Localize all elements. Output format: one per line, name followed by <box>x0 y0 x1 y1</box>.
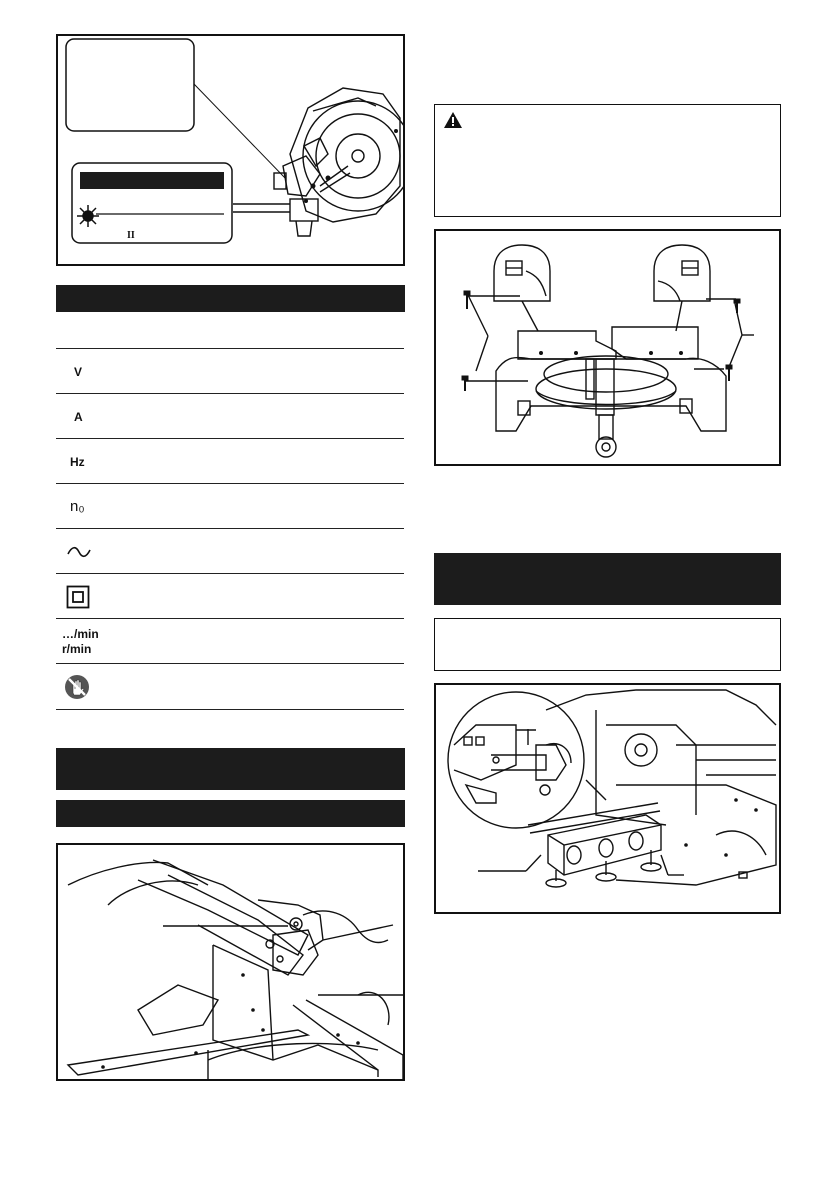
symbol-row-hertz <box>56 438 404 484</box>
laser-class-mark: II <box>127 230 135 241</box>
hertz-symbol: Hz <box>70 454 85 469</box>
class-ii-construction-icon <box>66 574 90 619</box>
subsection-heading-bar <box>56 800 405 827</box>
volt-symbol: V <box>74 364 83 379</box>
fence-bolts-illustration <box>436 231 779 464</box>
symbol-row-rpm <box>56 618 404 664</box>
symbols-heading-bar <box>56 285 405 312</box>
ampere-symbol: A <box>74 409 83 424</box>
no-load-speed-symbol: n₀ <box>70 498 85 515</box>
symbol-row-ampere <box>56 393 404 439</box>
symbol-row-class-ii <box>56 573 404 619</box>
laser-label-figure <box>56 34 405 266</box>
alternating-current-icon <box>66 529 92 574</box>
holder-illustration <box>436 685 779 912</box>
warning-box <box>434 104 781 217</box>
symbol-row-alternating-current <box>56 528 404 574</box>
right-note-box <box>434 618 781 671</box>
fence-bolts-figure <box>434 229 781 466</box>
symbol-row-keep-hands-away <box>56 663 404 710</box>
saw-head-illustration <box>58 845 403 1079</box>
symbol-row-no-load-speed <box>56 483 404 529</box>
warning-triangle-icon <box>443 111 463 129</box>
symbol-row-volt <box>56 348 404 394</box>
revolutions-per-minute-symbol: …/min r/min <box>62 626 99 656</box>
holder-figure <box>434 683 781 914</box>
section-heading-bar <box>56 748 405 790</box>
saw-head-figure <box>56 843 405 1081</box>
laser-label-illustration <box>58 36 403 264</box>
right-section-heading-bar <box>434 553 781 605</box>
keep-hands-away-icon <box>64 664 90 709</box>
